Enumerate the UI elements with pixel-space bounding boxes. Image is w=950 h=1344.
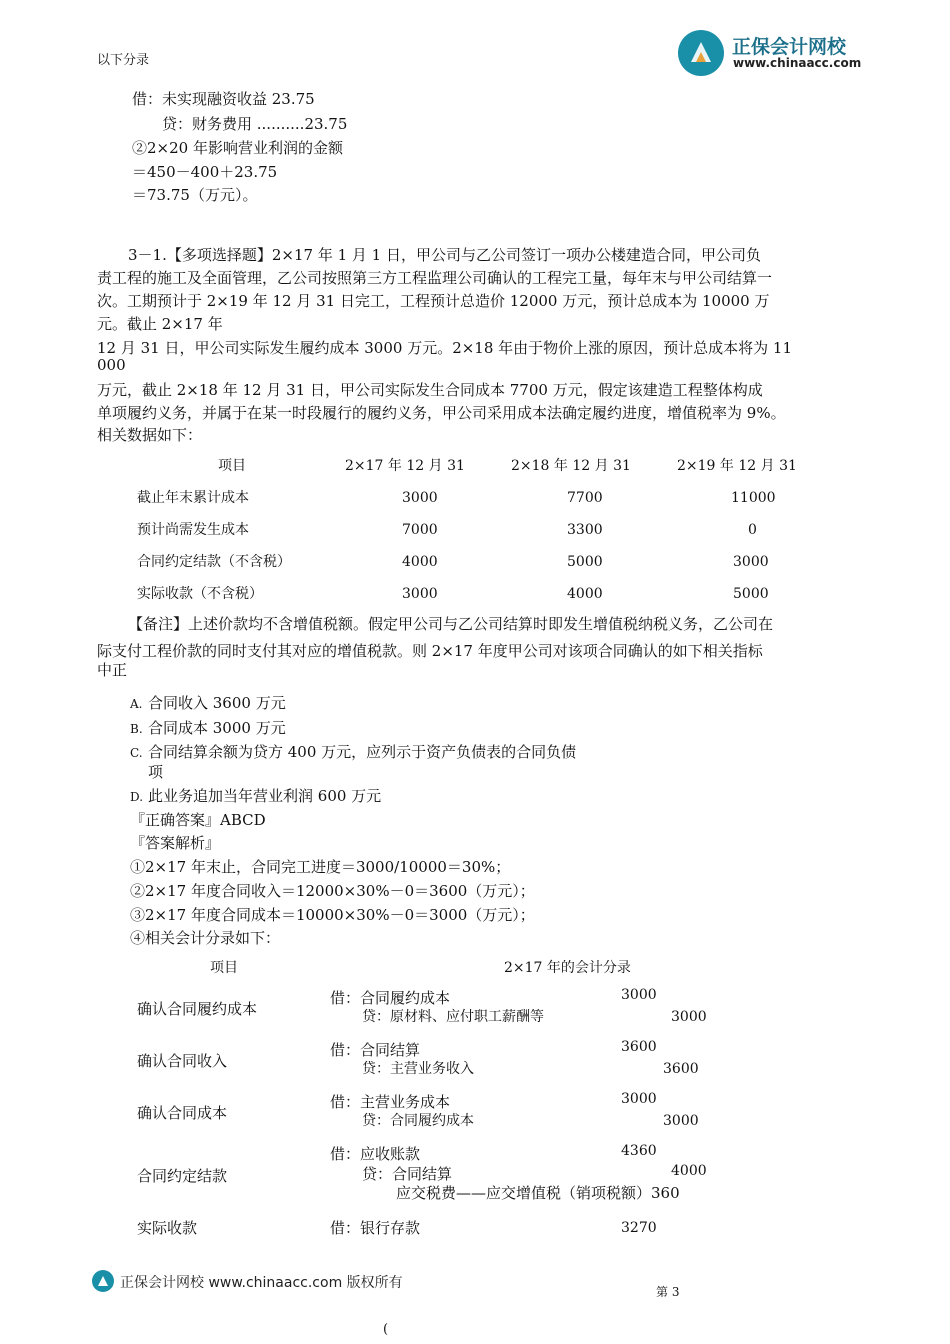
- bottom-mark: (: [383, 1322, 389, 1337]
- table-header-col2: 2×18 年 12 月 31: [511, 458, 631, 474]
- entry-credit: 贷：合同履约成本: [362, 1113, 474, 1129]
- entry-debit-amount: 3000: [621, 987, 657, 1003]
- entry-debit: 借：银行存款: [330, 1219, 421, 1237]
- entry-credit-amount: 4000: [671, 1163, 707, 1179]
- note-line-3: 中正: [97, 661, 128, 679]
- question-line-8: 单项履约义务，并属于在某一时段履行的履约义务，甲公司采用成本法确定履约进度，增值税率为 9%。: [97, 404, 786, 422]
- entry-debit-amount: 4360: [621, 1143, 657, 1159]
- question-line-4: 元。截止 2×17 年: [97, 315, 223, 333]
- table-row-label: 合同约定结款（不含税）: [137, 554, 291, 570]
- table-header-col1: 2×17 年 12 月 31: [345, 458, 465, 474]
- analysis-step-2: ②2×17 年度合同收入＝12000×30%－0＝3600（万元）；: [130, 882, 535, 900]
- entry-credit-amount: 3000: [671, 1009, 707, 1025]
- table-row-label: 截止年末累计成本: [137, 490, 249, 506]
- option-a-letter[interactable]: A.: [130, 697, 143, 711]
- prev-line-3: ②2×20 年影响营业利润的金额: [132, 139, 343, 157]
- entry-debit-amount: 3270: [621, 1220, 657, 1236]
- entry-credit-amount: 3600: [663, 1061, 699, 1077]
- entry-debit: 借：合同履约成本: [330, 989, 451, 1007]
- option-c-letter[interactable]: C.: [130, 746, 143, 760]
- entry-debit-amount: 3000: [621, 1091, 657, 1107]
- table-cell: 0: [748, 522, 757, 538]
- analysis-step-1: ①2×17 年末止，合同完工进度＝3000/10000＝30%；: [130, 858, 511, 876]
- option-c-text-2[interactable]: 项: [148, 763, 164, 781]
- table-cell: 3000: [402, 586, 438, 602]
- question-line-2: 责工程的施工及全面管理，乙公司按照第三方工程监理公司确认的工程完工量，每年末与甲公司结算一: [97, 269, 773, 287]
- brand-logo-icon: [678, 30, 724, 76]
- top-fragment: 以下分录: [97, 53, 150, 68]
- option-a-text[interactable]: 合同收入 3600 万元: [148, 694, 286, 712]
- entry-item: 确认合同履约成本: [137, 1000, 258, 1018]
- page-number: 第 3: [656, 1285, 680, 1299]
- analysis-step-3: ③2×17 年度合同成本＝10000×30%－0＝3000（万元）；: [130, 906, 535, 924]
- entry-credit-2: 应交税费——应交增值税（销项税额）360: [396, 1184, 680, 1202]
- question-line-1: 3－1.【多项选择题】2×17 年 1 月 1 日，甲公司与乙公司签订一项办公楼建造合同，甲公司负: [128, 246, 761, 264]
- entry-debit: 借：合同结算: [330, 1041, 421, 1059]
- option-d-letter[interactable]: D.: [130, 790, 144, 804]
- prev-line-5: ＝73.75（万元）。: [132, 186, 258, 204]
- option-b-text[interactable]: 合同成本 3000 万元: [148, 719, 286, 737]
- question-line-7: 万元，截止 2×18 年 12 月 31 日，甲公司实际发生合同成本 7700 万元，假定该建造工程整体构成: [97, 381, 763, 399]
- entry-item: 合同约定结款: [137, 1167, 228, 1185]
- entry-credit-amount: 3000: [663, 1113, 699, 1129]
- question-line-5: 12 月 31 日，甲公司实际发生履约成本 3000 万元。2×18 年由于物价上涨的原因，预计总成本将为 11: [97, 339, 793, 357]
- prev-line-4: ＝450－400＋23.75: [132, 163, 278, 181]
- footer-logo-icon: [92, 1270, 114, 1292]
- entry-item: 确认合同收入: [137, 1052, 228, 1070]
- entry-credit: 贷：合同结算: [362, 1165, 453, 1183]
- prev-line-2: 贷：财务费用 ..........23.75: [162, 115, 348, 133]
- question-line-3: 次。工期预计于 2×19 年 12 月 31 日完工，工程预计总造价 12000 万元，预计总成本为 10000 万: [97, 292, 770, 310]
- table-header-item: 项目: [218, 458, 246, 474]
- answer-analysis-heading: 『答案解析』: [130, 834, 221, 852]
- table-cell: 11000: [731, 490, 776, 506]
- entry-debit: 借：应收账款: [330, 1145, 421, 1163]
- option-c-text[interactable]: 合同结算余额为贷方 400 万元，应列示于资产负债表的合同负债: [148, 743, 577, 761]
- entry-debit-amount: 3600: [621, 1039, 657, 1055]
- table-row-label: 实际收款（不含税）: [137, 586, 263, 602]
- entry-item: 实际收款: [137, 1219, 198, 1237]
- option-d-text[interactable]: 此业务追加当年营业利润 600 万元: [148, 787, 382, 805]
- entry-debit: 借：主营业务成本: [330, 1093, 451, 1111]
- note-line-2: 际支付工程价款的同时支付其对应的增值税款。则 2×17 年度甲公司对该项合同确认的如下相关指标: [97, 642, 763, 660]
- entries-header-entry: 2×17 年的会计分录: [504, 960, 631, 976]
- note-line-1: 【备注】上述价款均不含增值税额。假定甲公司与乙公司结算时即发生增值税纳税义务，乙公司在: [128, 615, 774, 633]
- entry-credit: 贷：原材料、应付职工薪酬等: [362, 1009, 544, 1025]
- table-cell: 7000: [402, 522, 438, 538]
- question-line-6: 000: [97, 356, 126, 374]
- entry-item: 确认合同成本: [137, 1104, 228, 1122]
- brand-url: www.chinaacc.com: [733, 56, 862, 70]
- table-cell: 3300: [567, 522, 603, 538]
- table-header-col3: 2×19 年 12 月 31: [677, 458, 797, 474]
- brand-name: 正保会计网校: [732, 36, 847, 58]
- prev-line-1: 借：未实现融资收益 23.75: [132, 90, 315, 108]
- table-cell: 5000: [567, 554, 603, 570]
- analysis-step-4: ④相关会计分录如下：: [130, 929, 281, 947]
- table-cell: 4000: [567, 586, 603, 602]
- table-cell: 3000: [733, 554, 769, 570]
- table-cell: 4000: [402, 554, 438, 570]
- question-line-9: 相关数据如下：: [97, 426, 203, 444]
- entries-header-item: 项目: [210, 960, 238, 976]
- entry-credit: 贷：主营业务收入: [362, 1061, 474, 1077]
- table-cell: 5000: [733, 586, 769, 602]
- table-row-label: 预计尚需发生成本: [137, 522, 249, 538]
- table-cell: 3000: [402, 490, 438, 506]
- footer-copyright: 正保会计网校 www.chinaacc.com 版权所有: [120, 1275, 403, 1291]
- option-b-letter[interactable]: B.: [130, 722, 143, 736]
- correct-answer: 『正确答案』ABCD: [130, 811, 266, 829]
- table-cell: 7700: [567, 490, 603, 506]
